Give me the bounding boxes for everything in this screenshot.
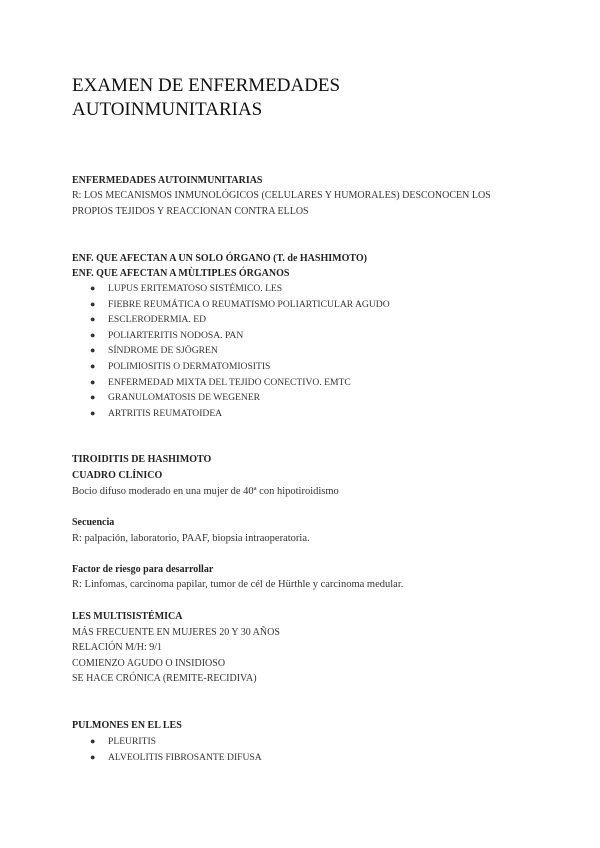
bullet-icon: ● xyxy=(90,314,96,325)
section-heading-single-organ: ENF. QUE AFECTAN A UN SOLO ÓRGANO (T. de HASHIMOTO) xyxy=(72,253,367,264)
les-fact-line: MÁS FRECUENTE EN MUJERES 20 Y 30 AÑOS xyxy=(72,627,280,638)
bullet-icon: ● xyxy=(90,298,96,309)
list-item: ● GRANULOMATOSIS DE WEGENER xyxy=(72,390,390,406)
bullet-icon: ● xyxy=(90,360,96,371)
section-heading-les-multisistemica: LES MULTISISTÉMICA xyxy=(72,611,183,622)
bullet-icon: ● xyxy=(90,345,96,356)
title-line-1: EXAMEN DE ENFERMEDADES xyxy=(72,75,341,96)
les-fact-line: RELACIÓN M/H: 9/1 xyxy=(72,642,162,653)
definition-text-line-1: R: LOS MECANISMOS INMUNOLÓGICOS (CELULARES Y HUMORALES) DESCONOCEN LOS xyxy=(72,190,491,201)
cuadro-clinico-text: Bocio difuso moderado en una mujer de 40ª con hipotiroidismo xyxy=(72,486,339,497)
les-fact-line: COMIENZO AGUDO O INSIDIOSO xyxy=(72,658,226,669)
les-fact-line: SE HACE CRÓNICA (REMITE-RECIDIVA) xyxy=(72,673,257,684)
list-item: ● SÍNDROME DE SJÖGREN xyxy=(72,343,390,359)
pulmones-list xyxy=(72,734,262,765)
list-item: ● POLIARTERITIS NODOSA. PAN xyxy=(72,328,390,344)
document-title xyxy=(72,74,340,122)
bullet-icon: ● xyxy=(90,329,96,340)
section-heading-secuencia: Secuencia xyxy=(72,517,115,528)
bullet-icon: ● xyxy=(90,751,96,762)
section-heading-multiple-organs: ENF. QUE AFECTAN A MÙLTIPLES ÓRGANOS xyxy=(72,268,290,279)
list-item: ● PLEURITIS xyxy=(72,734,262,750)
section-heading-factor-riesgo: Factor de riesgo para desarrollar xyxy=(72,564,214,575)
list-item: ● ARTRITIS REUMATOIDEA xyxy=(72,406,390,422)
list-item: ● ALVEOLITIS FIBROSANTE DIFUSA xyxy=(72,750,262,766)
section-heading-cuadro-clinico: CUADRO CLÍNICO xyxy=(72,470,163,481)
list-item: ● LUPUS ERITEMATOSO SISTÉMICO. LES xyxy=(72,281,390,297)
list-item: ● FIEBRE REUMÁTICA O REUMATISMO POLIARTICULAR AGUDO xyxy=(72,297,390,313)
bullet-icon: ● xyxy=(90,736,96,746)
factor-riesgo-text: R: Linfomas, carcinoma papilar, tumor de cél de Hürthle y carcinoma medular. xyxy=(72,579,404,590)
bullet-icon: ● xyxy=(90,407,96,418)
title-line-2: AUTOINMUNITARIAS xyxy=(72,99,263,120)
multi-organ-disease-list xyxy=(72,281,390,421)
bullet-icon: ● xyxy=(90,376,96,387)
secuencia-text: R: palpación, laboratorio, PAAF, biopsia intraoperatoria. xyxy=(72,533,310,544)
list-item: ● ESCLERODERMIA. ED xyxy=(72,312,390,328)
section-heading-autoinmunitarias: ENFERMEDADES AUTOINMUNITARIAS xyxy=(72,175,263,186)
list-item: ● POLIMIOSITIS O DERMATOMIOSITIS xyxy=(72,359,390,375)
bullet-icon: ● xyxy=(90,283,96,293)
section-heading-pulmones: PULMONES EN EL LES xyxy=(72,720,182,731)
list-item: ● ENFERMEDAD MIXTA DEL TEJIDO CONECTIVO. EMTC xyxy=(72,375,390,391)
section-heading-hashimoto: TIROIDITIS DE HASHIMOTO xyxy=(72,454,212,465)
bullet-icon: ● xyxy=(90,392,96,403)
definition-text-line-2: PROPIOS TEJIDOS Y REACCIONAN CONTRA ELLOS xyxy=(72,206,309,217)
